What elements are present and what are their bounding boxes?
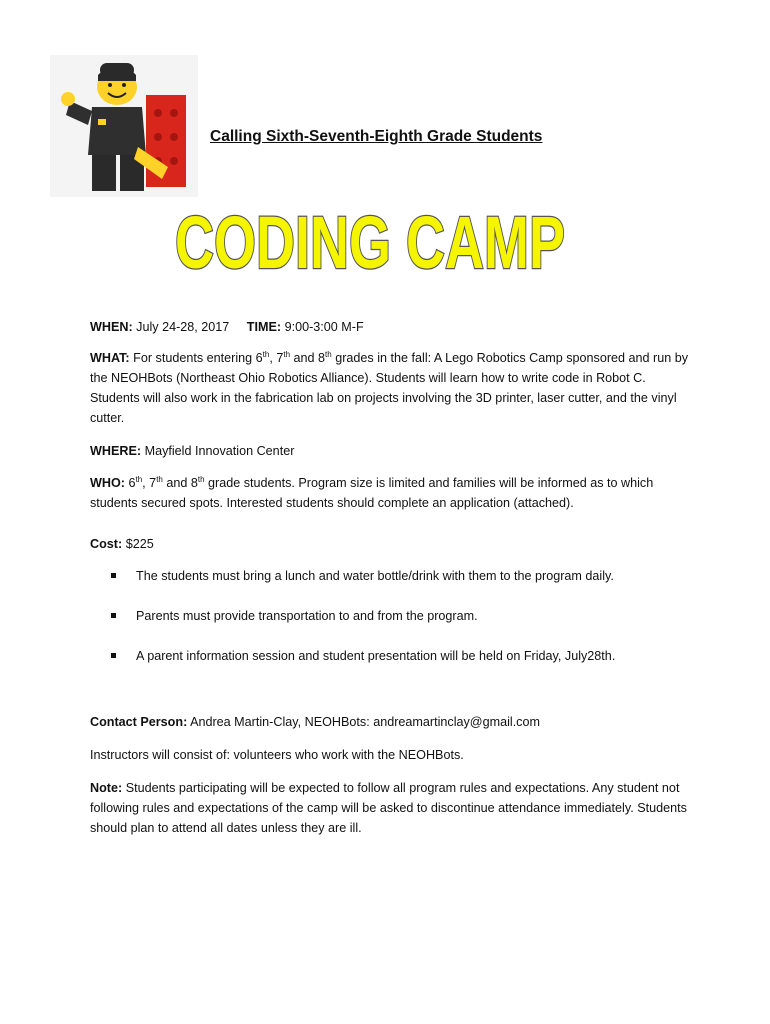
contact-value: Andrea Martin-Clay, NEOHBots: andreamartinclay@gmail.com: [190, 715, 540, 729]
note-value: Students participating will be expected to follow all program rules and expectations. Any student not following rules and expectations of the camp will be asked to discontinue attendance immediately. Students should plan to attend all dates unless they are ill.: [90, 781, 687, 835]
who-paragraph: WHO: 6th, 7th and 8th grade students. Program size is limited and families will be informed as to which students secured spots. Interested students should complete an application (attached).: [90, 474, 654, 510]
cost-value: $225: [125, 537, 154, 551]
banner-title: CODING CAMP: [175, 201, 565, 284]
what-label: WHAT:: [90, 351, 130, 365]
what-paragraph: WHAT: For students entering 6th, 7th and 8th grades in the fall: A Lego Robotics Camp sponsored and run by the NEOHBots (Northeast Ohio Robotics Alliance). Students will learn how to write code in Robot C. Students will also work in the fabrication lab on projects involving the 3D printer, laser cutter, and the vinyl cutter.: [90, 349, 689, 425]
bullet-icon: [111, 613, 116, 618]
page-title: Calling Sixth-Seventh-Eighth Grade Students: [210, 128, 543, 145]
page: Calling Sixth-Seventh-Eighth Grade Students CODING CAMP WHEN: July 24-28, 2017 TIME: 9:00-3:00 M-F WHAT: For students entering 6th, 7th and 8th grades in the fall: A Lego Robotics Camp sponsored and run by the NEOHBots (Northeast Ohio Robotics Alliance). Students will learn how to write code in Robot C. Students will also work in the fabrication lab on projects involving the 3D printer, laser cutter, and the vinyl cutter. WHERE: Mayfield Innovation Center WHO: 6th, 7th and 8th grade students. Program size is limited and families will be informed as to which students secured spots. Interested students should complete an application (attached). Cost: $225 The students must bring a lunch and water bottle/drink with them to the program daily. Parents must provide transportation to and from the program. A parent information session and student presentation will be held on Friday, July28th. Contact Person: Andrea Martin-Clay, NEOHBots: andreamartinclay@gmail.com Instructors will consist of: volunteers who work with the NEOHBots. Note: Students participating will be expected to follow all program rules and expectations. Any student not following rules and expectations of the camp will be asked to discontinue attendance immediately. Students should plan to attend all dates unless they are ill.: [0, 0, 770, 1024]
where-value: Mayfield Innovation Center: [144, 444, 295, 458]
bullet-icon: [111, 653, 116, 658]
lego-figure-icon: [50, 55, 198, 197]
when-line: [90, 317, 690, 337]
coding-camp-banner: [170, 196, 570, 284]
note-paragraph: [90, 778, 690, 838]
contact-label: Contact Person:: [90, 715, 188, 729]
time-label: TIME:: [246, 320, 282, 334]
cost-label: Cost:: [90, 537, 123, 551]
when-value: July 24-28, 2017: [136, 320, 230, 334]
contact-line: [90, 712, 690, 732]
who-label: WHO:: [90, 476, 125, 490]
cost-line: [90, 534, 690, 554]
where-label: WHERE:: [90, 444, 142, 458]
where-line: [90, 441, 690, 461]
when-label: WHEN:: [90, 320, 133, 334]
bullet-icon: [111, 573, 116, 578]
instructors-line: Instructors will consist of: volunteers who work with the NEOHBots.: [90, 748, 464, 762]
time-value: 9:00-3:00 M-F: [284, 320, 364, 334]
note-label: Note:: [90, 781, 123, 795]
